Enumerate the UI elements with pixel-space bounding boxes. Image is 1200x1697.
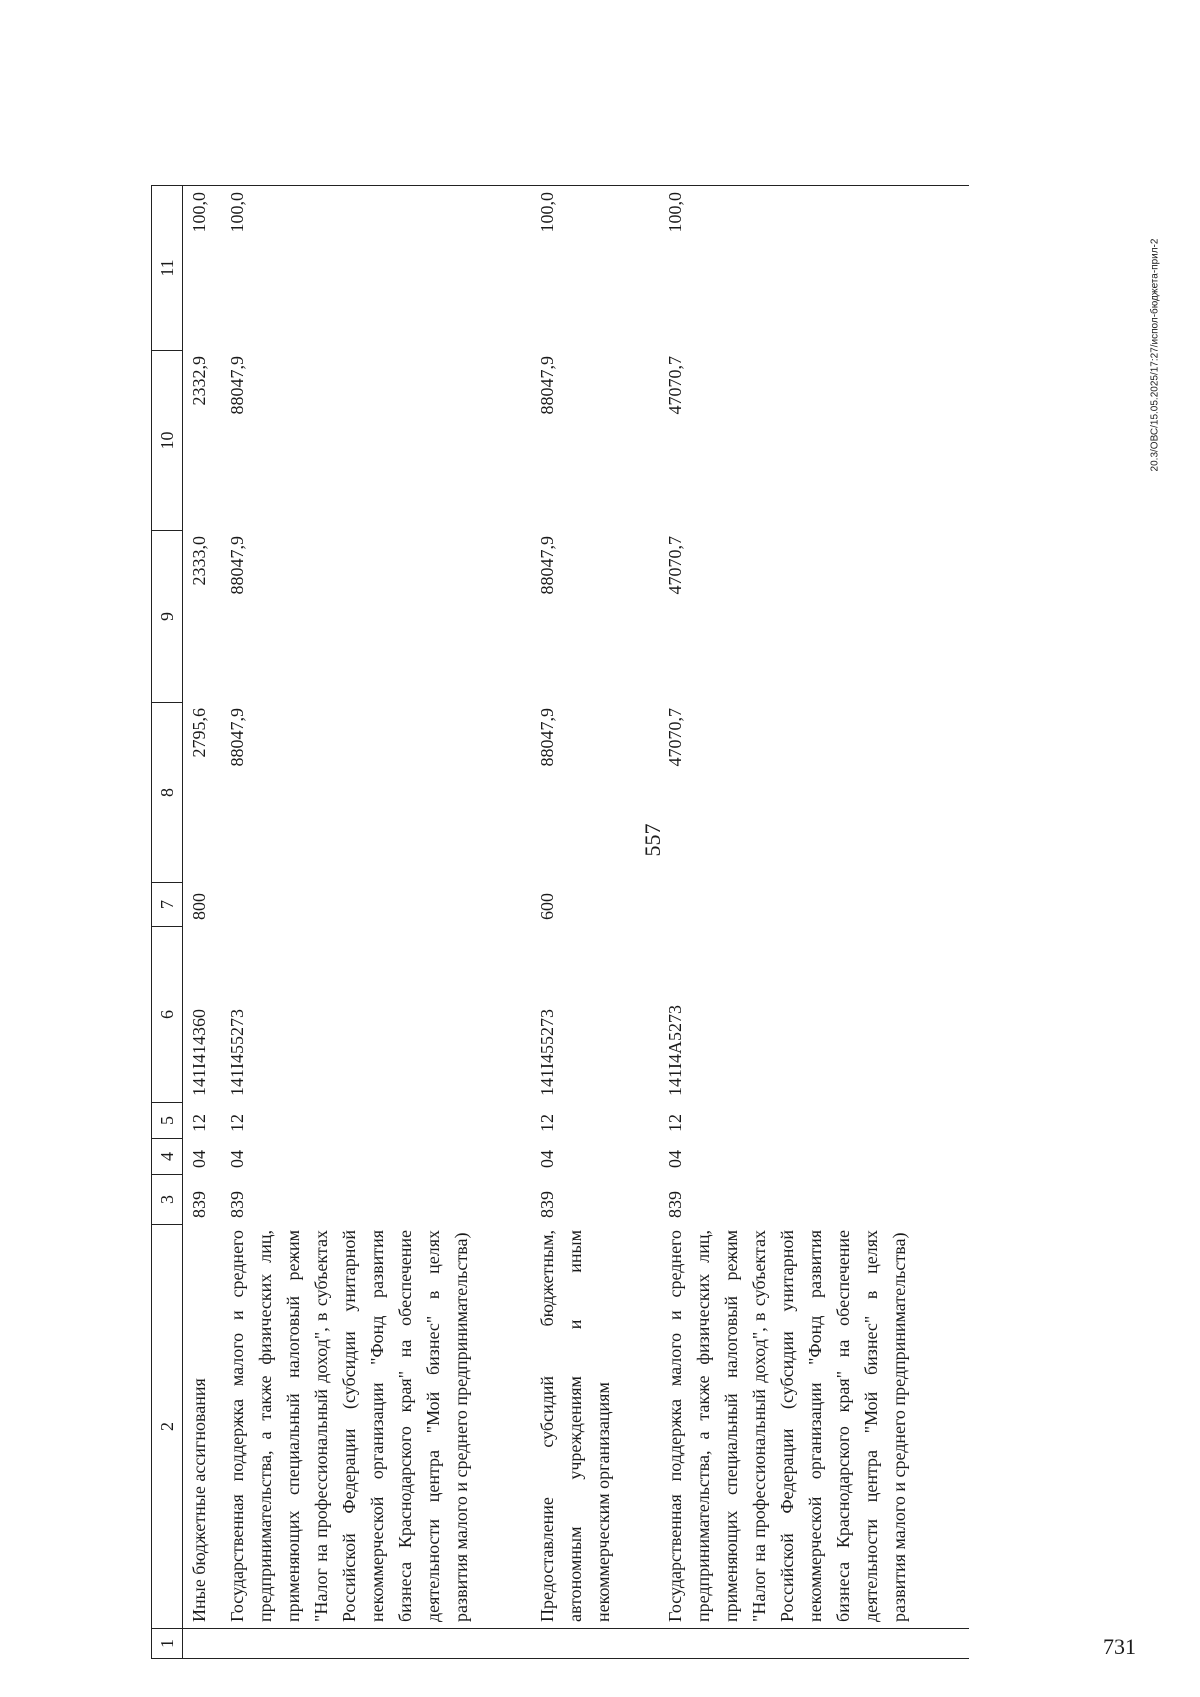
- column-header-2: 2: [152, 1224, 182, 1628]
- column-header-8: 8: [152, 702, 182, 882]
- amount-col8-cell: 88047,9: [227, 708, 247, 767]
- amount-col8-cell: 47070,7: [665, 708, 685, 767]
- percent-col11-cell: 100,0: [189, 192, 209, 233]
- code-subsection-cell: 12: [189, 1114, 209, 1132]
- column-header-3: 3: [152, 1174, 182, 1224]
- amount-col9-cell: 88047,9: [537, 536, 557, 595]
- column-header-4: 4: [152, 1138, 182, 1174]
- row-number-cell: [221, 1628, 531, 1658]
- amount-col9-cell: 2333,0: [189, 536, 209, 586]
- percent-col11-cell: 100,0: [537, 192, 557, 233]
- row-name-cell: Предоставление субсидий бюджетным, автономным учреждениям и иным некоммерческим организациям: [537, 1230, 613, 1622]
- document-code: 20.3/ОВС/15.05.2025/17:27/испол-бюджета-прил-2: [1149, 238, 1161, 472]
- code-expense-type-cell: 600: [537, 893, 557, 920]
- code-ministry-cell: 839: [537, 1191, 557, 1218]
- table-row: [183, 186, 221, 1658]
- row-name-cell: Государственная поддержка малого и среднего предпринимательства, а также физических лиц, применяющих специальный налоговый режим "Налог на профессиональный доход", в субъектах Российской Федерации (субсидии унитарной некоммерческой организации "Фонд развития бизнеса Краснодарского края" на обеспечение деятельности центра "Мой бизнес" в целях развития малого и среднего предпринимательства): [227, 1230, 471, 1622]
- code-target-item-cell: 141I4A5273: [665, 1005, 685, 1096]
- budget-table: [151, 185, 969, 1659]
- amount-col9-cell: 47070,7: [665, 536, 685, 595]
- column-header-6: 6: [152, 926, 182, 1102]
- code-expense-type-cell: 800: [189, 893, 209, 920]
- code-section-cell: 04: [189, 1150, 209, 1168]
- column-header-1: 1: [152, 1628, 182, 1658]
- amount-col10-cell: 88047,9: [227, 356, 247, 415]
- table-header-row: [152, 186, 183, 1658]
- table-row: [531, 186, 659, 1658]
- percent-col11-cell: 100,0: [665, 192, 685, 233]
- amount-col10-cell: 2332,9: [189, 356, 209, 406]
- row-number-cell: [183, 1628, 221, 1658]
- code-expense-type-cell: [659, 882, 969, 926]
- table-row: [221, 186, 531, 1658]
- row-name-cell: Государственная поддержка малого и среднего предпринимательства, а также физических лиц, применяющих специальный налоговый режим "Налог на профессиональный доход", в субъектах Российской Федерации (субсидии унитарной некоммерческой организации "Фонд развития бизнеса Краснодарского края" на обеспечение деятельности центра "Мой бизнес" в целях развития малого и среднего предпринимательства): [665, 1230, 909, 1622]
- column-header-9: 9: [152, 530, 182, 702]
- rotated-table-area: [151, 69, 1188, 1659]
- column-header-5: 5: [152, 1102, 182, 1138]
- column-header-10: 10: [152, 350, 182, 530]
- code-subsection-cell: 12: [227, 1114, 247, 1132]
- code-section-cell: 04: [537, 1150, 557, 1168]
- code-target-item-cell: 141I414360: [189, 1009, 209, 1096]
- code-expense-type-cell: [221, 882, 531, 926]
- amount-col8-cell: 88047,9: [537, 708, 557, 767]
- code-target-item-cell: 141I455273: [227, 1009, 247, 1096]
- column-header-7: 7: [152, 882, 182, 926]
- table-row: [659, 186, 969, 1658]
- code-target-item-cell: 141I455273: [537, 1009, 557, 1096]
- row-number-cell: [531, 1628, 659, 1658]
- amount-col9-cell: 88047,9: [227, 536, 247, 595]
- code-ministry-cell: 839: [189, 1191, 209, 1218]
- code-subsection-cell: 12: [537, 1114, 557, 1132]
- code-subsection-cell: 12: [665, 1114, 685, 1132]
- percent-col11-cell: 100,0: [227, 192, 247, 233]
- row-number-cell: [659, 1628, 969, 1658]
- code-ministry-cell: 839: [665, 1191, 685, 1218]
- amount-col10-cell: 47070,7: [665, 356, 685, 415]
- code-section-cell: 04: [665, 1150, 685, 1168]
- amount-col8-cell: 2795,6: [189, 708, 209, 758]
- sheet-number: 731: [1103, 1634, 1136, 1659]
- page-number: 557: [640, 823, 665, 857]
- row-name-cell: Иные бюджетные ассигнования: [189, 1378, 209, 1622]
- code-ministry-cell: 839: [227, 1191, 247, 1218]
- amount-col10-cell: 88047,9: [537, 356, 557, 415]
- code-section-cell: 04: [227, 1150, 247, 1168]
- column-header-11: 11: [157, 259, 177, 277]
